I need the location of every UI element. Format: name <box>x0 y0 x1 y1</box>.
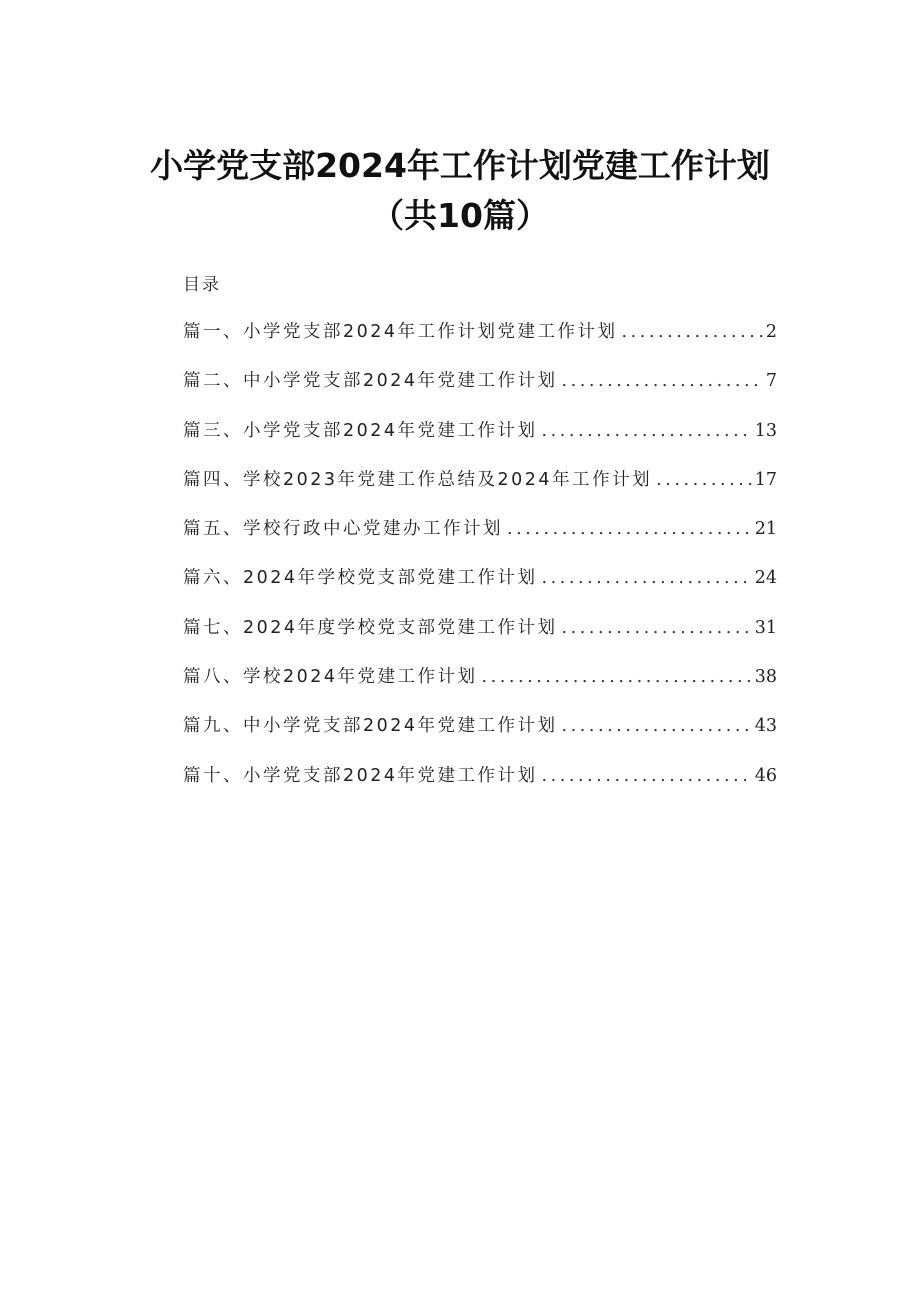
toc-entry-6[interactable] <box>183 564 777 613</box>
toc-leader-dots <box>507 519 753 539</box>
document-title: 小学党支部2024年工作计划党建工作计划 <box>150 146 770 185</box>
toc-entry-4[interactable] <box>183 466 777 515</box>
toc-leader-dots <box>542 421 753 441</box>
toc-entry-title: 篇一、小学党支部2024年工作计划党建工作计划 <box>183 322 618 342</box>
toc-entry-title: 篇七、2024年度学校党支部党建工作计划 <box>183 617 558 638</box>
toc-entry-page: 2 <box>765 322 777 342</box>
toc-entry-title: 篇六、2024年学校党支部党建工作计划 <box>183 568 538 589</box>
table-of-contents <box>183 318 777 811</box>
toc-entry-title: 篇九、中小学党支部2024年党建工作计划 <box>183 716 558 737</box>
toc-entry-8[interactable] <box>183 663 777 712</box>
toc-leader-dots <box>542 766 753 786</box>
toc-entry-title: 篇四、学校2023年党建工作总结及2024年工作计划 <box>183 469 653 490</box>
toc-entry-9[interactable] <box>183 712 777 761</box>
toc-leader-dots <box>562 618 753 638</box>
toc-leader-dots <box>542 568 753 588</box>
toc-entry-title: 篇八、学校2024年党建工作计划 <box>183 667 478 688</box>
document-subtitle: （共10篇） <box>371 196 549 235</box>
toc-entry-title: 篇三、小学党支部2024年党建工作计划 <box>183 420 538 441</box>
toc-entry-page: 21 <box>754 519 777 540</box>
toc-entry-page: 46 <box>754 765 777 786</box>
toc-leader-dots <box>562 716 753 736</box>
toc-leader-dots <box>622 322 764 342</box>
toc-entry-5[interactable] <box>183 515 777 564</box>
toc-entry-title: 篇十、小学党支部2024年党建工作计划 <box>183 765 538 786</box>
toc-entry-10[interactable] <box>183 762 777 811</box>
toc-entry-page: 31 <box>754 617 777 638</box>
toc-entry-page: 43 <box>754 716 777 737</box>
toc-entry-2[interactable] <box>183 367 777 416</box>
toc-leader-dots <box>482 667 753 687</box>
toc-heading: 目录 <box>183 275 221 295</box>
toc-entry-title: 篇二、中小学党支部2024年党建工作计划 <box>183 371 558 392</box>
toc-entry-page: 13 <box>754 420 777 441</box>
toc-entry-3[interactable] <box>183 417 777 466</box>
toc-leader-dots <box>562 371 764 391</box>
toc-entry-1[interactable] <box>183 318 777 367</box>
toc-entry-page: 38 <box>754 667 777 688</box>
toc-entry-7[interactable] <box>183 614 777 663</box>
toc-entry-page: 7 <box>765 371 777 392</box>
toc-leader-dots <box>656 470 753 490</box>
toc-entry-page: 17 <box>754 469 777 490</box>
toc-entry-page: 24 <box>754 568 777 589</box>
toc-entry-title: 篇五、学校行政中心党建办工作计划 <box>183 519 503 540</box>
